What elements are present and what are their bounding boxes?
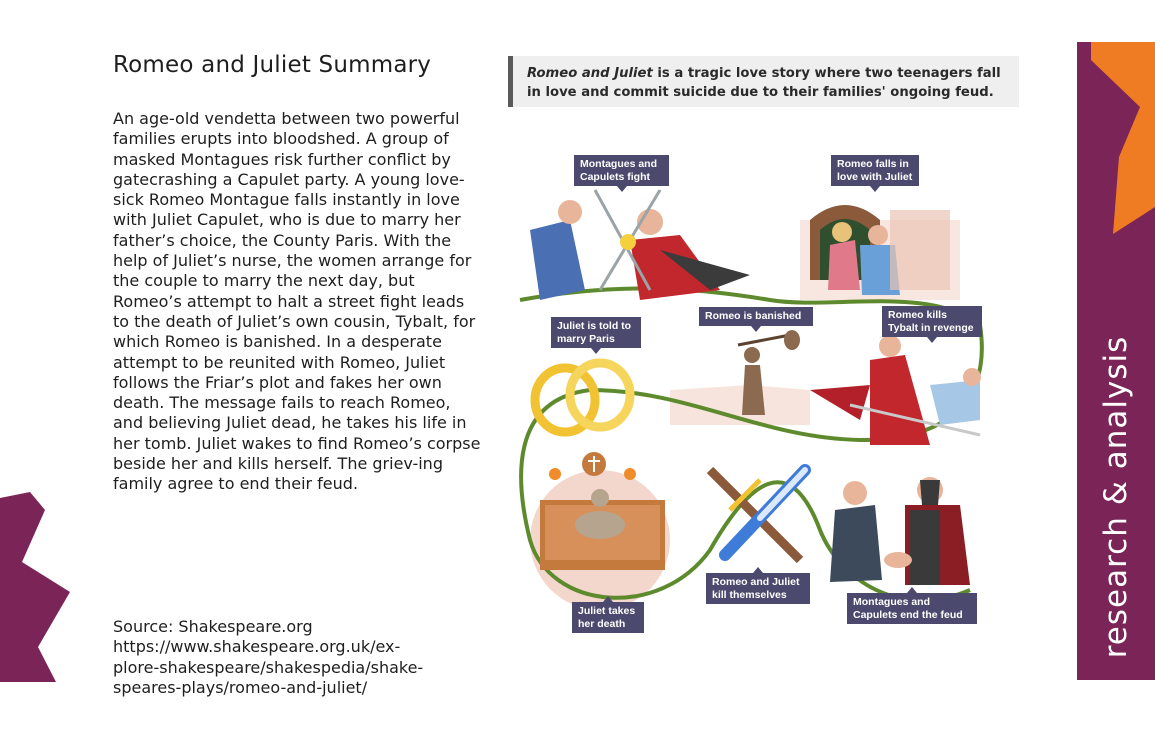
label-romeo-falls-in-love: Romeo falls in love with Juliet (831, 155, 919, 186)
label-romeo-juliet-kill-themselves: Romeo and Juliet kill themselves (706, 573, 810, 604)
quote-text: is a tragic love story where two teenagers fall in love and commit suicide due to their families' ongoing feud. (527, 66, 1001, 100)
label-juliet-fakes-death: Juliet takes her death (572, 602, 644, 633)
sidebar-label: research & analysis (1098, 335, 1134, 659)
source-label: Source: Shakespeare.org (113, 617, 313, 636)
balcony-scene-icon (810, 205, 950, 295)
left-decorative-shape (0, 492, 70, 682)
story-infographic (510, 150, 1000, 645)
label-juliet-told-marry-paris: Juliet is told to marry Paris (551, 317, 641, 348)
label-romeo-kills-tybalt: Romeo kills Tybalt in revenge (882, 306, 982, 337)
source-url-line-3: speares-plays/romeo-and-juliet/ (113, 677, 368, 697)
label-romeo-banished: Romeo is banished (699, 307, 813, 326)
source-url-line-1: https://www.shakespeare.org.uk/ex- (113, 637, 401, 657)
reconciliation-icon (830, 477, 970, 585)
dagger-and-poison-icon (710, 470, 805, 560)
quote-italic: Romeo and Juliet (527, 66, 653, 81)
label-end-the-feud: Montagues and Capulets end the feud (847, 593, 977, 624)
summary-paragraph: An age-old vendetta between two powerful families erupts into bloodshed. A group of masked Montagues risk further conflict by gatecrashing a Capulet party. A young love-sick Romeo Montague falls instantly in love with Juliet Capulet, who is due to marry her father’s choice, the County Paris. With the help of Juliet’s nurse, the women arrange for the couple to marry the next day, but Romeo’s attempt to halt a street fight leads to the death of Juliet’s own cousin, Tybalt, for which Romeo is banished. In a desperate attempt to be reunited with Romeo, Juliet follows the Friar’s plot and fakes her own death. The message fails to reach Romeo, and believing Juliet dead, he takes his life in her tomb. Juliet wakes to find Romeo’s corpse beside her and kills herself. The griev-ing family agree to end their feud. (113, 109, 481, 494)
source-url-line-2: plore-shakespeare/shakespedia/shake- (113, 657, 424, 677)
quote-box (508, 56, 1019, 107)
orange-chevron-shape (1088, 42, 1155, 234)
wedding-rings-icon (535, 363, 630, 432)
source-block (113, 617, 473, 698)
page-title: Romeo and Juliet Summary (113, 52, 432, 78)
fight-scene-icon (530, 190, 750, 300)
tybalt-fight-icon (810, 335, 981, 445)
label-montagues-capulets-fight: Montagues and Capulets fight (574, 155, 669, 186)
tomb-scene-icon (540, 452, 665, 570)
